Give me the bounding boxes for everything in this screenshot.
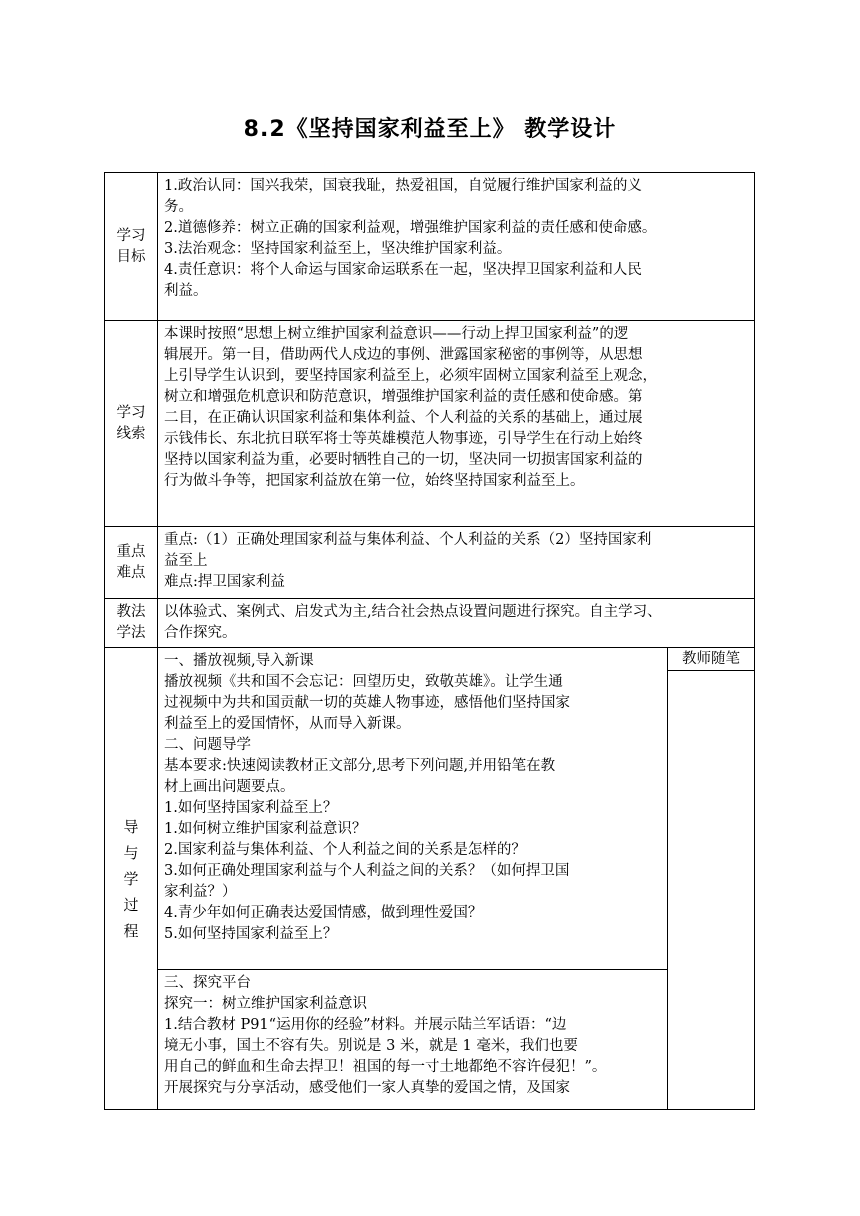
text-line: 益至上 [164, 553, 208, 569]
text-line: 1.政治认同：国兴我荣，国衰我耻，热爱祖国，自觉履行维护国家利益的义 [164, 178, 642, 194]
teacher-notes-column [668, 648, 755, 1110]
text-line: 以体验式、案例式、启发式为主,结合社会热点设置问题进行探究。自主学习、 [164, 604, 662, 620]
row-learning-goals [105, 173, 755, 321]
content-key-points [158, 527, 755, 599]
text-line: 3.法治观念：坚持国家利益至上，坚决维护国家利益。 [164, 241, 512, 257]
label-learning-goals: 学习 目标 [105, 173, 158, 321]
text-line: 2.道德修养：树立正确的国家利益观，增强维护国家利益的责任感和使命感。 [164, 220, 657, 236]
text-line: 用自己的鲜血和生命去捍卫！祖国的每一寸土地都绝不容许侵犯！”。 [164, 1059, 607, 1075]
text-line: 三、探究平台 [164, 975, 251, 991]
row-process-top [105, 648, 755, 970]
text-line: 播放视频《共和国不会忘记：回望历史，致敬英雄》。让学生通 [164, 674, 563, 690]
text-line: 1.如何树立维护国家利益意识？ [164, 821, 367, 837]
content-process-intro [158, 648, 668, 970]
text-line: 本课时按照“思想上树立维护国家利益意识——行动上捍卫国家利益”的逻 [164, 326, 629, 342]
text-line: 3.如何正确处理国家利益与个人利益之间的关系？（如何捍卫国 [164, 863, 570, 879]
text-line: 境无小事，国土不容有失。别说是 3 米，就是 1 毫米，我们也要 [164, 1038, 578, 1054]
text-line: 难点:捍卫国家利益 [164, 574, 285, 590]
text-line: 重点:（1）正确处理国家利益与集体利益、个人利益的关系（2）坚持国家利 [164, 532, 652, 548]
text-line: 上引导学生认识到，要坚持国家利益至上，必须牢固树立国家利益至上观念， [164, 368, 657, 384]
row-teaching-method [105, 599, 755, 648]
row-key-points [105, 527, 755, 599]
text-line: 利益。 [164, 283, 208, 299]
text-line: 辑展开。第一目，借助两代人戍边的事例、泄露国家秘密的事例等，从思想 [164, 347, 643, 363]
text-line: 1.结合教材 P91“运用你的经验”材料。并展示陆兰军话语：“边 [164, 1017, 567, 1033]
text-line: 示钱伟长、东北抗日联军将士等英雄模范人物事迹，引导学生在行动上始终 [164, 431, 643, 447]
label-process: 导 与 学 过 程 [105, 648, 158, 1110]
text-line: 4.青少年如何正确表达爱国情感，做到理性爱国？ [164, 905, 483, 921]
text-line: 1.如何坚持国家利益至上？ [164, 800, 338, 816]
teacher-notes-header: 教师随笔 [668, 648, 754, 671]
text-line: 坚持以国家利益为重，必要时牺牲自己的一切，坚决同一切损害国家利益的 [164, 452, 643, 468]
text-line: 行为做斗争等，把国家利益放在第一位，始终坚持国家利益至上。 [164, 473, 585, 489]
content-learning-clue [158, 321, 755, 527]
text-line: 开展探究与分享活动，感受他们一家人真挚的爱国之情，及国家 [164, 1080, 570, 1096]
text-line: 5.如何坚持国家利益至上？ [164, 926, 338, 942]
text-line: 树立和增强危机意识和防范意识，增强维护国家利益的责任感和使命感。第 [164, 389, 643, 405]
document-title: 8.2《坚持国家利益至上》 教学设计 [243, 117, 617, 142]
text-line: 4.责任意识：将个人命运与国家命运联系在一起，坚决捍卫国家利益和人民 [164, 262, 642, 278]
text-line: 基本要求:快速阅读教材正文部分,思考下列问题,并用铅笔在教 [164, 758, 556, 774]
text-line: 利益至上的爱国情怀，从而导入新课。 [164, 716, 411, 732]
text-line: 二目，在正确认识国家利益和集体利益、个人利益的关系的基础上，通过展 [164, 410, 643, 426]
content-teaching-method [158, 599, 755, 648]
text-line: 务。 [164, 199, 193, 215]
text-line: 过视频中为共和国贡献一切的英雄人物事迹，感悟他们坚持国家 [164, 695, 570, 711]
label-key-points: 重点 难点 [105, 527, 158, 599]
content-process-explore [158, 970, 668, 1110]
label-learning-clue: 学习 线索 [105, 321, 158, 527]
lesson-plan-table [104, 172, 755, 1110]
text-line: 探究一：树立维护国家利益意识 [164, 996, 367, 1012]
row-process-bottom [105, 970, 755, 1110]
text-line: 合作探究。 [164, 625, 237, 641]
text-line: 材上画出问题要点。 [164, 779, 295, 795]
text-line: 一、播放视频,导入新课 [164, 653, 314, 669]
text-line: 2.国家利益与集体利益、个人利益之间的关系是怎样的？ [164, 842, 526, 858]
text-line: 家利益？） [164, 884, 237, 900]
text-line: 二、问题导学 [164, 737, 251, 753]
row-learning-clue [105, 321, 755, 527]
label-teaching-method: 教法 学法 [105, 599, 158, 648]
content-learning-goals [158, 173, 755, 321]
